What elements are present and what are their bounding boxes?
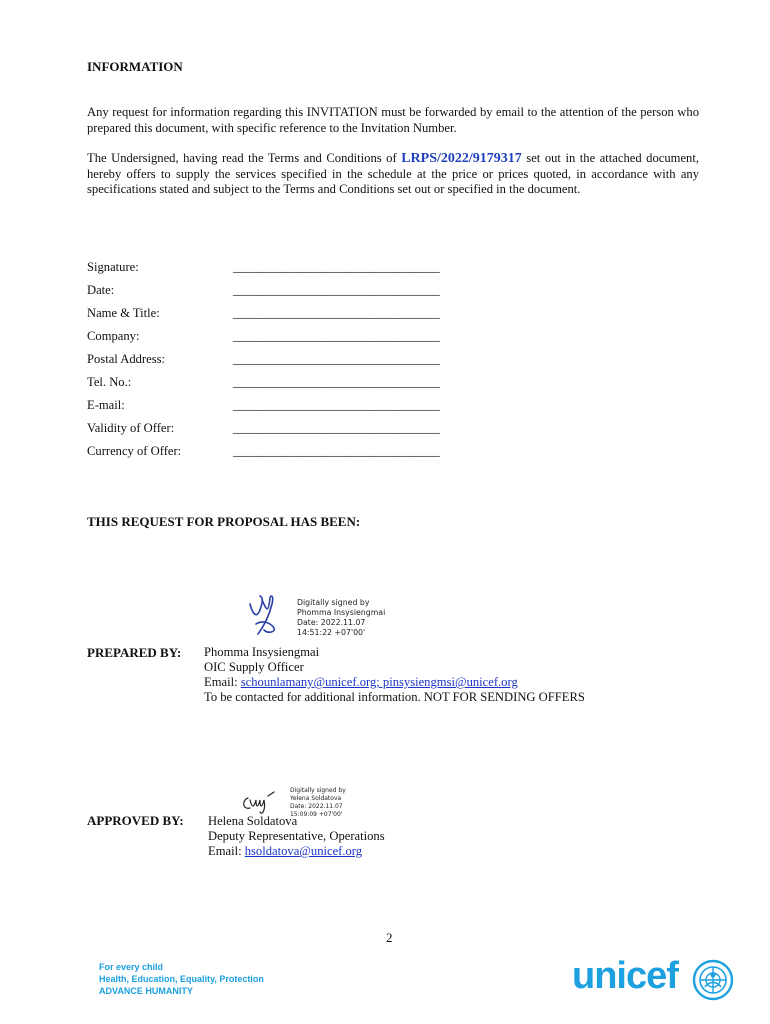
form-blank-line[interactable]: ___________________________________: [233, 283, 440, 297]
digital-signature-line: Phomma Insysiengmai: [297, 608, 386, 617]
form-blank-line[interactable]: ___________________________________: [233, 444, 440, 458]
form-label: Name & Title:: [87, 306, 160, 320]
prepared-digital-signature: [297, 598, 385, 638]
approved-email-link[interactable]: hsoldatova@unicef.org: [244, 844, 363, 858]
prepared-title: OIC Supply Officer: [204, 660, 304, 674]
prepared-email-link[interactable]: schounlamany@unicef.org; pinsysiengmsi@unicef.org: [240, 675, 518, 689]
digital-signature-line: Date: 2022.11.07: [290, 803, 343, 810]
rfp-heading: THIS REQUEST FOR PROPOSAL HAS BEEN:: [87, 514, 361, 529]
form-blank-line[interactable]: ___________________________________: [233, 260, 440, 274]
form-blank-line[interactable]: ___________________________________: [233, 306, 440, 320]
digital-signature-line: 14:51:22 +07'00': [297, 628, 366, 637]
footer-line-3: ADVANCE HUMANITY: [99, 986, 193, 996]
prepared-name: Phomma Insysiengmai: [204, 645, 320, 659]
form-label: Tel. No.:: [87, 375, 132, 389]
form-blank-line[interactable]: ___________________________________: [233, 375, 440, 389]
email-label: Email:: [204, 675, 241, 689]
unicef-logo-word: unicef: [572, 955, 678, 997]
form-blank-line[interactable]: ___________________________________: [233, 398, 440, 412]
digital-signature-line: 15:09:09 +07'00': [290, 811, 343, 818]
digital-signature-line: Digitally signed by: [297, 598, 370, 607]
undersigned-paragraph: [87, 151, 699, 198]
digital-signature-line: Digitally signed by: [290, 787, 346, 794]
form-label: Validity of Offer:: [87, 421, 175, 435]
form-label: Date:: [87, 283, 115, 297]
approved-by-label: APPROVED BY:: [87, 813, 184, 828]
prepared-handwritten-signature: [244, 590, 294, 640]
form-label: Postal Address:: [87, 352, 166, 366]
prepared-email-line: [204, 675, 585, 690]
approved-by-block: [208, 814, 385, 859]
form-blank-line[interactable]: ___________________________________: [233, 329, 440, 343]
footer-line-1: For every child: [99, 962, 164, 972]
info-paragraph: Any request for information regarding this INVITATION must be forwarded by email to the attention of the person who prepared this document, with specific reference to the Invitation Number.: [87, 105, 699, 135]
para2-before: The Undersigned, having read the Terms and Conditions of: [87, 151, 402, 165]
prepared-by-label: PREPARED BY:: [87, 645, 182, 660]
prepared-by-block: [204, 645, 585, 705]
digital-signature-line: Yelena Soldatova: [290, 795, 342, 802]
approved-email-line: [208, 844, 385, 859]
footer-tagline: [99, 961, 264, 997]
page-number: 2: [386, 930, 393, 945]
form-blank-line[interactable]: ___________________________________: [233, 352, 440, 366]
reference-number: LRPS/2022/9179317: [401, 151, 522, 166]
form-label: Company:: [87, 329, 140, 343]
form-blank-line[interactable]: ___________________________________: [233, 421, 440, 435]
form-label: Currency of Offer:: [87, 444, 182, 458]
info-heading: INFORMATION: [87, 59, 183, 74]
digital-signature-line: Date: 2022.11.07: [297, 618, 366, 627]
form-label: E-mail:: [87, 398, 125, 412]
email-label: Email:: [208, 844, 245, 858]
approved-title: Deputy Representative, Operations: [208, 829, 385, 843]
para2-after: set out in the attached document, hereby offers to supply the services specified in the schedule at the price or prices quoted, in accordance with any specifications stated and subject to the Terms and Conditions set out or specified in the document.: [87, 151, 699, 197]
footer-line-2: Health, Education, Equality, Protection: [99, 974, 264, 984]
form-label: Signature:: [87, 260, 139, 274]
approved-name: Helena Soldatova: [208, 814, 298, 828]
prepared-note: To be contacted for additional information. NOT FOR SENDING OFFERS: [204, 690, 585, 704]
unicef-emblem-icon: [692, 959, 734, 1001]
